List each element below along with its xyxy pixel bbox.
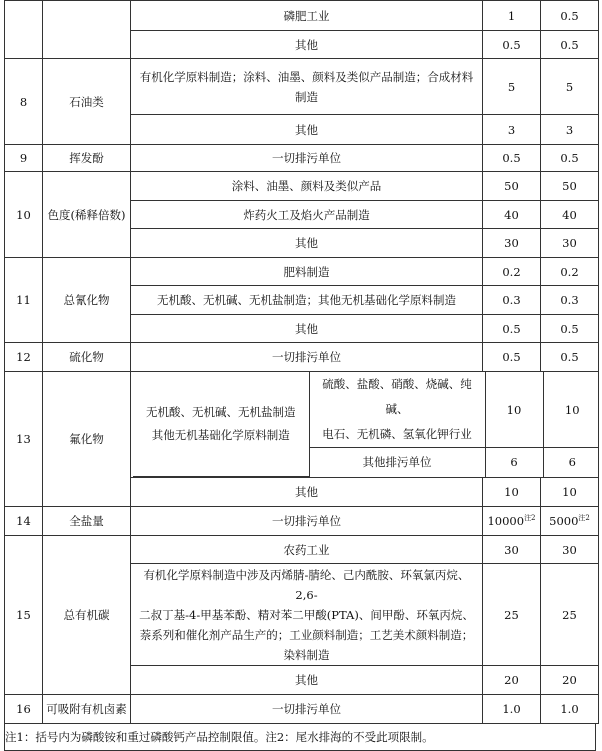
table-row [5,507,599,536]
pollutant-name-cell: 总有机碳 [43,536,131,695]
item-number-cell: 11 [5,258,43,343]
limit-value: 10 [485,372,543,448]
limit-value: 50 [541,172,599,201]
limit-value: 20 [483,666,541,695]
limit-value: 1.0 [483,695,541,724]
limit-value: 30 [541,229,599,258]
limit-value: 40 [483,201,541,229]
limit-number: 5000 [549,514,579,528]
limit-value: 0.5 [483,343,541,372]
table-row [5,372,599,478]
industry-cell: 其他 [131,478,483,507]
limit-value: 1.0 [541,695,599,724]
limit-value: 0.5 [541,343,599,372]
limit-value: 50 [483,172,541,201]
item-number-cell: 14 [5,507,43,536]
industry-line: 硫酸、盐酸、硝酸、烧碱、纯碱、 [322,377,472,416]
limit-value: 40 [541,201,599,229]
industry-line: 其他无机基础化学原料制造 [151,428,290,442]
industry-cell: 炸药火工及焰火产品制造 [131,201,483,229]
limit-value: 6 [485,448,543,477]
pollutant-name-cell: 全盐量 [43,507,131,536]
pollutant-name-cell: 色度(稀释倍数) [43,172,131,258]
pollutant-name-cell: 可吸附有机卤素 [43,695,131,724]
industry-line: 染料制造 [283,647,330,662]
limit-value: 30 [483,536,541,564]
limit-value: 0.3 [541,286,599,315]
footnote-marker: 注2 [578,514,590,523]
industry-cell: 一切排污单位 [131,695,483,724]
limit-value: 3 [483,115,541,145]
industry-cell [131,564,483,666]
item-number-cell: 13 [5,372,43,507]
industry-line: 无机酸、无机碱、无机盐制造 [146,405,296,419]
industry-line: 有机化学原料制造中涉及丙烯腈-腈纶、己内酰胺、环氧氯丙烷、2,6- [143,567,470,602]
industry-cell: 其他 [131,229,483,258]
nested-industry-group [131,372,599,478]
item-number-cell: 8 [5,59,43,145]
discharge-limits-table [4,0,599,724]
nested-table [133,372,599,477]
table-row [5,145,599,172]
item-number-cell: 9 [5,145,43,172]
limit-value: 30 [483,229,541,258]
industry-cell: 涂料、油墨、颜料及类似产品 [131,172,483,201]
limit-value: 0.2 [483,258,541,286]
industry-line: 二叔丁基-4-甲基苯酚、精对苯二甲酸(PTA)、间甲酚、环氧丙烷、 [139,607,474,622]
industry-cell: 其他 [131,31,483,59]
table-footnote: 注1：括号内为磷酸铵和重过磷酸钙产品控制限值。注2：尾水排海的不受此项限制。 [4,724,596,751]
table-row [5,695,599,724]
table-row [5,1,599,31]
limit-value: 3 [541,115,599,145]
industry-line: 电石、无机磷、氢氧化钾行业 [322,427,472,441]
limit-value: 0.5 [483,315,541,343]
limit-value: 10 [541,478,599,507]
industry-cell: 农药工业 [131,536,483,564]
limit-value: 0.5 [541,31,599,59]
limit-value: 0.5 [541,315,599,343]
limit-value: 0.5 [483,31,541,59]
industry-cell: 一切排污单位 [131,507,483,536]
limit-value: 0.5 [541,1,599,31]
limit-value: 5 [541,59,599,115]
limit-value: 6 [543,448,599,477]
limit-value: 10 [543,372,599,448]
pollutant-name-cell: 石油类 [43,59,131,145]
table-row [5,258,599,286]
industry-line: 萘系列和催化剂产品生产的；工业颜料制造；工艺美术颜料制造； [139,627,474,642]
industry-cell: 磷肥工业 [131,1,483,31]
limit-value: 30 [541,536,599,564]
industry-line: 有机化学原料制造；涂料、油墨、颜料及类似产品制造；合成材料 [139,69,474,84]
limit-value: 10 [483,478,541,507]
industry-cell [131,59,483,115]
pollutant-name-cell [43,1,131,59]
industry-cell: 一切排污单位 [131,343,483,372]
limit-value: 0.3 [483,286,541,315]
industry-group-cell [133,372,309,477]
industry-cell: 一切排污单位 [131,145,483,172]
industry-cell: 其他 [131,115,483,145]
item-number-cell [5,1,43,59]
limit-value [483,507,541,536]
item-number-cell: 15 [5,536,43,695]
limit-value: 25 [483,564,541,666]
limit-number: 10000 [487,514,525,528]
industry-cell: 其他 [131,666,483,695]
industry-cell: 无机酸、无机碱、无机盐制造；其他无机基础化学原料制造 [131,286,483,315]
item-number-cell: 12 [5,343,43,372]
pollutant-name-cell: 挥发酚 [43,145,131,172]
industry-cell: 肥料制造 [131,258,483,286]
limit-value: 20 [541,666,599,695]
table-row [5,172,599,201]
limit-value: 5 [483,59,541,115]
table-row [5,536,599,564]
limit-value [541,507,599,536]
item-number-cell: 10 [5,172,43,258]
limit-value: 1 [483,1,541,31]
limit-value: 0.5 [483,145,541,172]
table-row [5,343,599,372]
industry-cell [309,372,485,448]
industry-line: 制造 [295,89,318,104]
limit-value: 25 [541,564,599,666]
item-number-cell: 16 [5,695,43,724]
footnote-marker: 注2 [524,514,536,523]
limit-value: 0.5 [541,145,599,172]
pollutant-name-cell: 氟化物 [43,372,131,507]
limit-value: 0.2 [541,258,599,286]
table-row [5,59,599,115]
pollutant-name-cell: 总氰化物 [43,258,131,343]
pollutant-name-cell: 硫化物 [43,343,131,372]
industry-cell: 其他 [131,315,483,343]
industry-cell: 其他排污单位 [309,448,485,477]
